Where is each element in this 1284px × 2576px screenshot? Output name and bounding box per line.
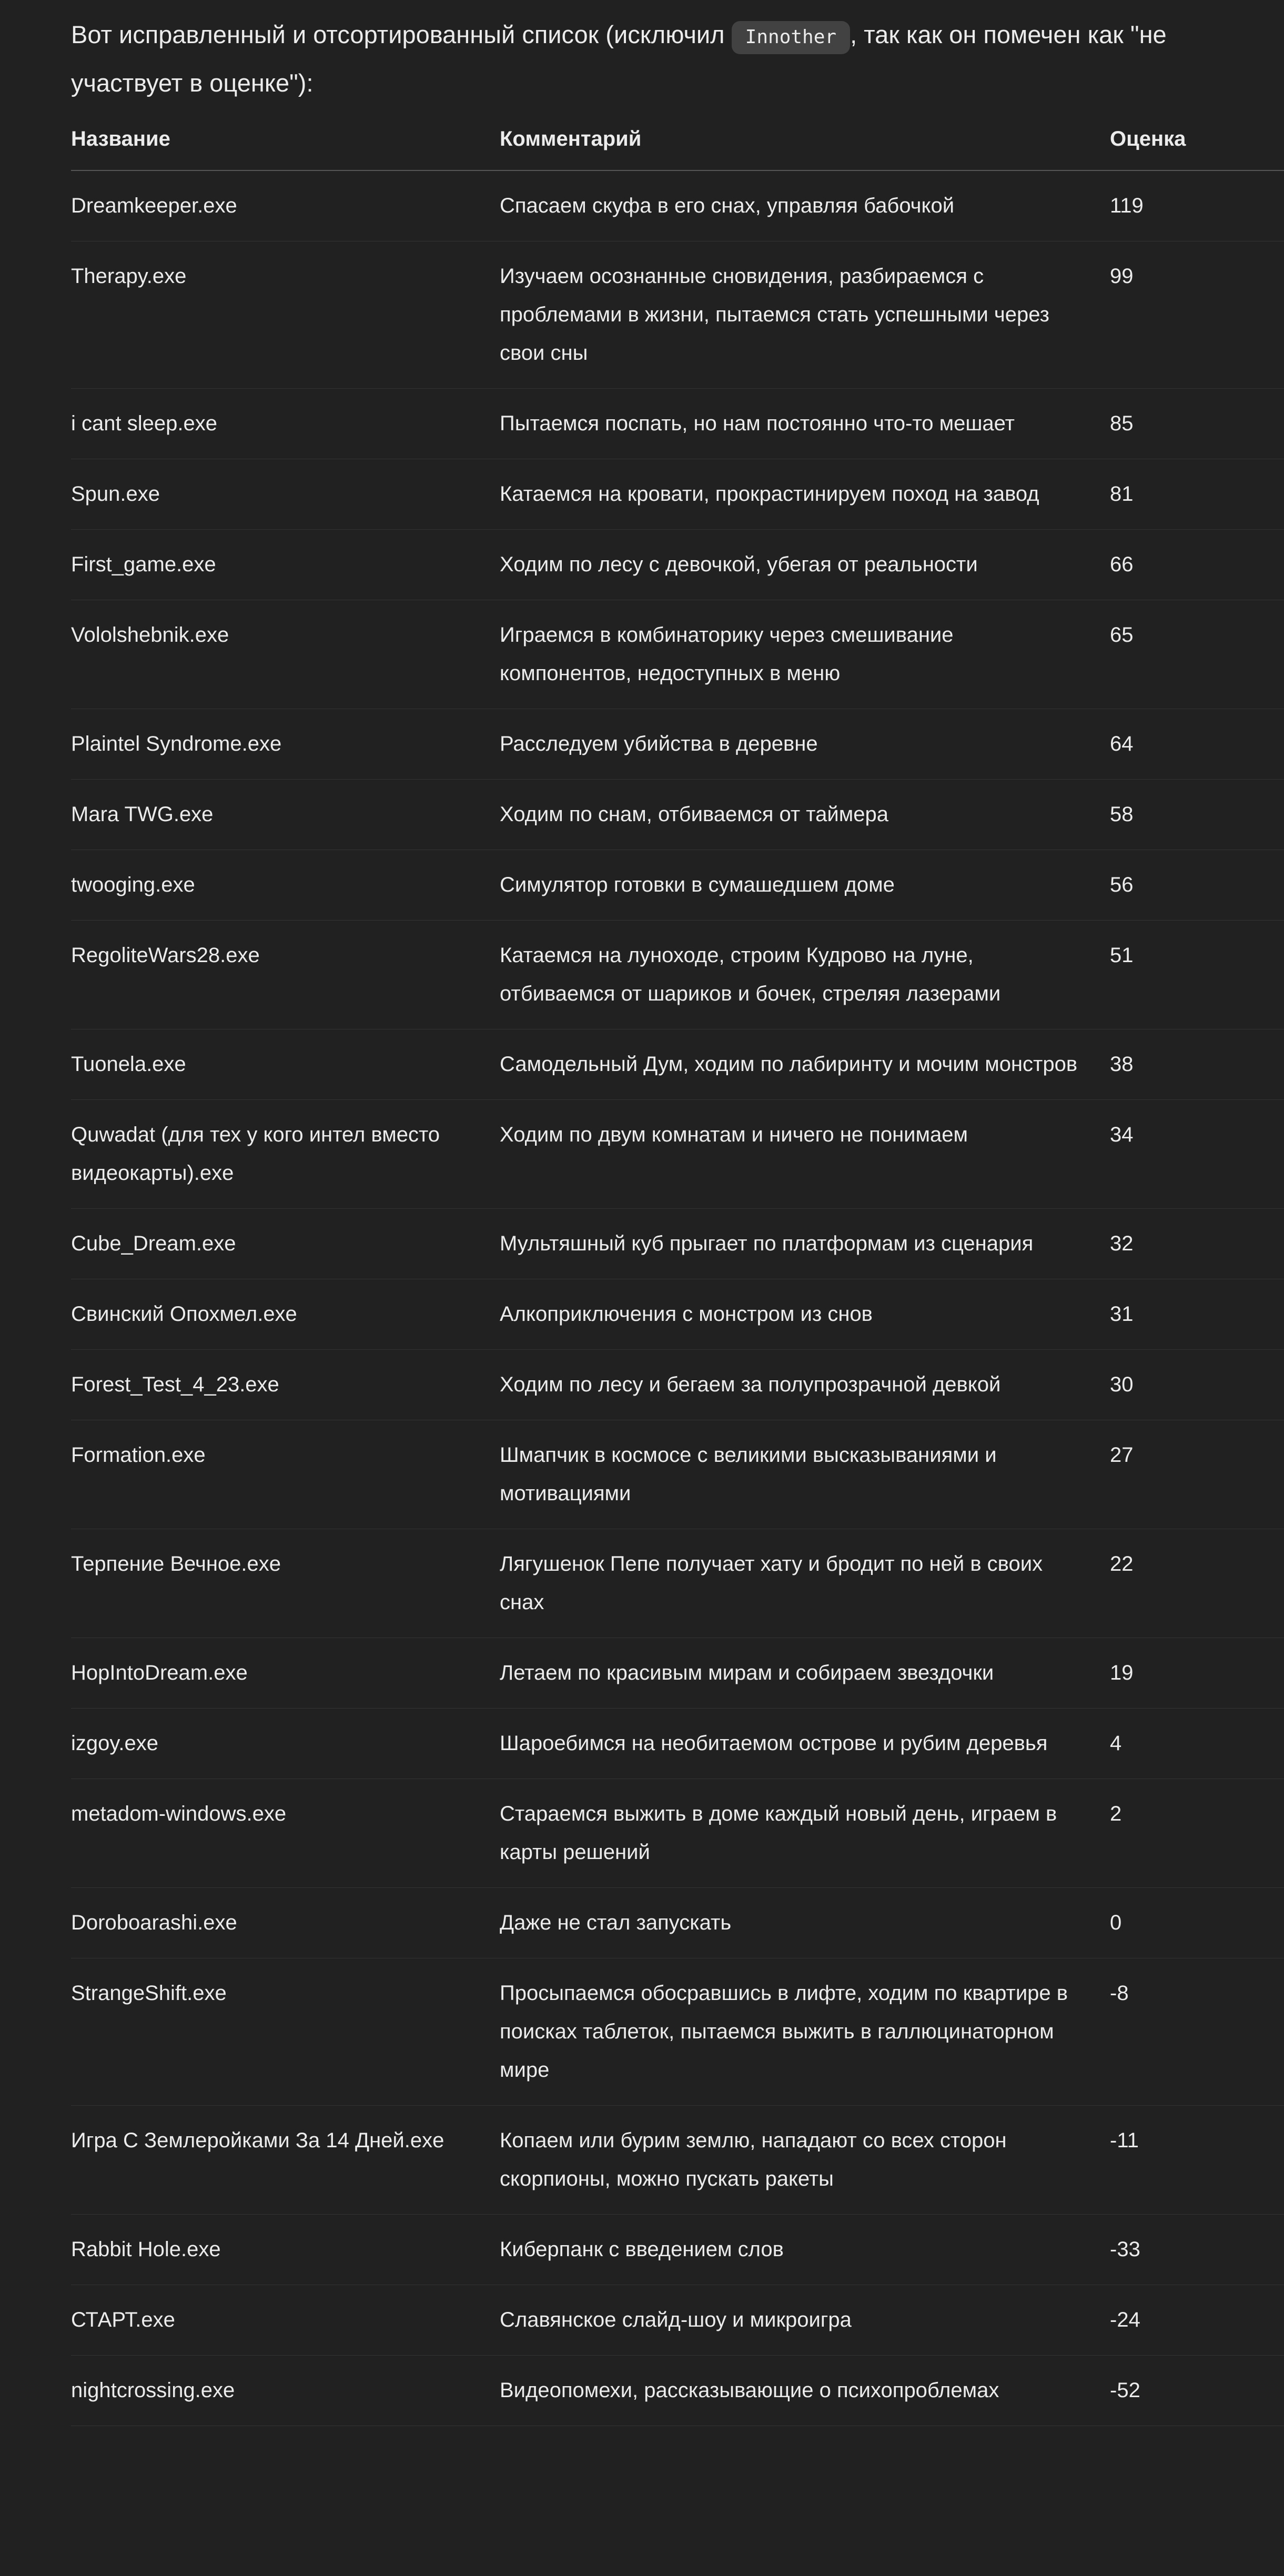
cell-score: 99 — [1110, 241, 1284, 389]
cell-comment: Копаем или бурим землю, нападают со всех сторон скорпионы, можно пускать ракеты — [500, 2106, 1110, 2215]
column-header-score: Оценка — [1110, 112, 1284, 170]
cell-name: nightcrossing.exe — [71, 2356, 500, 2426]
cell-name: Терпение Вечное.exe — [71, 1529, 500, 1638]
cell-name: Quwadat (для тех у кого интел вместо видеокарты).exe — [71, 1100, 500, 1209]
table-row — [71, 1638, 1284, 1709]
cell-name: twooging.exe — [71, 850, 500, 921]
cell-score: -52 — [1110, 2356, 1284, 2426]
cell-name: Игра С Землеройками За 14 Дней.exe — [71, 2106, 500, 2215]
cell-name: Plaintel Syndrome.exe — [71, 709, 500, 780]
cell-comment: Шмапчик в космосе с великими высказываниями и мотивациями — [500, 1420, 1110, 1529]
table-row — [71, 530, 1284, 600]
cell-name: Therapy.exe — [71, 241, 500, 389]
cell-score: -33 — [1110, 2215, 1284, 2285]
cell-name: Spun.exe — [71, 459, 500, 530]
intro-text-after: , так как он помечен как "не участвует в оценке"): — [71, 21, 1167, 97]
cell-name: Formation.exe — [71, 1420, 500, 1529]
cell-score: 38 — [1110, 1029, 1284, 1100]
cell-score: 51 — [1110, 921, 1284, 1029]
table-row — [71, 1779, 1284, 1888]
cell-name: Tuonela.exe — [71, 1029, 500, 1100]
cell-comment: Пытаемся поспать, но нам постоянно что-то мешает — [500, 389, 1110, 459]
cell-name: HopIntoDream.exe — [71, 1638, 500, 1709]
table-header-row — [71, 112, 1284, 170]
table-row — [71, 170, 1284, 241]
cell-comment: Катаемся на кровати, прокрастинируем поход на завод — [500, 459, 1110, 530]
table-row — [71, 389, 1284, 459]
table-row — [71, 1420, 1284, 1529]
cell-name: СТАРТ.exe — [71, 2285, 500, 2356]
cell-comment: Расследуем убийства в деревне — [500, 709, 1110, 780]
cell-comment: Изучаем осознанные сновидения, разбираемся с проблемами в жизни, пытаемся стать успешными через свои сны — [500, 241, 1110, 389]
column-header-name: Название — [71, 112, 500, 170]
cell-name: RegoliteWars28.exe — [71, 921, 500, 1029]
cell-name: Свинский Опохмел.exe — [71, 1279, 500, 1350]
cell-score: 81 — [1110, 459, 1284, 530]
table-row — [71, 2285, 1284, 2356]
cell-score: 119 — [1110, 170, 1284, 241]
cell-score: -24 — [1110, 2285, 1284, 2356]
cell-comment: Просыпаемся обосравшись в лифте, ходим по квартире в поисках таблеток, пытаемся выжить в галлюцинаторном мире — [500, 1958, 1110, 2106]
cell-score: 4 — [1110, 1709, 1284, 1779]
column-header-comment: Комментарий — [500, 112, 1110, 170]
cell-comment: Ходим по лесу с девочкой, убегая от реальности — [500, 530, 1110, 600]
cell-comment: Видеопомехи, рассказывающие о психопроблемах — [500, 2356, 1110, 2426]
cell-comment: Ходим по снам, отбиваемся от таймера — [500, 780, 1110, 850]
inline-code-chip: Innother — [732, 21, 850, 54]
table-row — [71, 1279, 1284, 1350]
table-row — [71, 1029, 1284, 1100]
cell-name: Doroboarashi.exe — [71, 1888, 500, 1958]
cell-score: 22 — [1110, 1529, 1284, 1638]
table-row — [71, 1709, 1284, 1779]
cell-score: -11 — [1110, 2106, 1284, 2215]
table-row — [71, 850, 1284, 921]
cell-name: Cube_Dream.exe — [71, 1209, 500, 1279]
cell-score: 56 — [1110, 850, 1284, 921]
table-row — [71, 1958, 1284, 2106]
cell-score: 66 — [1110, 530, 1284, 600]
table-row — [71, 1100, 1284, 1209]
cell-comment: Киберпанк с введением слов — [500, 2215, 1110, 2285]
cell-comment: Мультяшный куб прыгает по платформам из сценария — [500, 1209, 1110, 1279]
cell-score: 30 — [1110, 1350, 1284, 1420]
cell-name: metadom-windows.exe — [71, 1779, 500, 1888]
table-row — [71, 921, 1284, 1029]
cell-name: First_game.exe — [71, 530, 500, 600]
cell-comment: Даже не стал запускать — [500, 1888, 1110, 1958]
table-header — [71, 112, 1284, 170]
table-row — [71, 600, 1284, 709]
cell-comment: Ходим по двум комнатам и ничего не понимаем — [500, 1100, 1110, 1209]
cell-score: 65 — [1110, 600, 1284, 709]
table-row — [71, 1209, 1284, 1279]
cell-score: 0 — [1110, 1888, 1284, 1958]
intro-text-before: Вот исправленный и отсортированный список (исключил — [71, 21, 732, 48]
cell-score: 2 — [1110, 1779, 1284, 1888]
table-row — [71, 2215, 1284, 2285]
table-row — [71, 241, 1284, 389]
intro-paragraph — [71, 11, 1265, 107]
cell-name: Rabbit Hole.exe — [71, 2215, 500, 2285]
cell-comment: Катаемся на луноходе, строим Кудрово на луне, отбиваемся от шариков и бочек, стреляя лазерами — [500, 921, 1110, 1029]
cell-score: 34 — [1110, 1100, 1284, 1209]
table-row — [71, 2106, 1284, 2215]
table-row — [71, 2356, 1284, 2426]
cell-comment: Славянское слайд-шоу и микроигра — [500, 2285, 1110, 2356]
cell-score: -8 — [1110, 1958, 1284, 2106]
cell-score: 58 — [1110, 780, 1284, 850]
cell-comment: Ходим по лесу и бегаем за полупрозрачной девкой — [500, 1350, 1110, 1420]
cell-name: Forest_Test_4_23.exe — [71, 1350, 500, 1420]
cell-score: 19 — [1110, 1638, 1284, 1709]
cell-score: 27 — [1110, 1420, 1284, 1529]
table-row — [71, 1529, 1284, 1638]
table-row — [71, 1350, 1284, 1420]
cell-comment: Спасаем скуфа в его снах, управляя бабочкой — [500, 170, 1110, 241]
cell-score: 31 — [1110, 1279, 1284, 1350]
cell-name: Vololshebnik.exe — [71, 600, 500, 709]
cell-score: 32 — [1110, 1209, 1284, 1279]
table-row — [71, 709, 1284, 780]
cell-score: 64 — [1110, 709, 1284, 780]
cell-name: StrangeShift.exe — [71, 1958, 500, 2106]
cell-score: 85 — [1110, 389, 1284, 459]
cell-comment: Играемся в комбинаторику через смешивание компонентов, недоступных в меню — [500, 600, 1110, 709]
cell-comment: Алкоприключения с монстром из снов — [500, 1279, 1110, 1350]
table-row — [71, 1888, 1284, 1958]
cell-comment: Симулятор готовки в сумашедшем доме — [500, 850, 1110, 921]
cell-comment: Стараемся выжить в доме каждый новый день, играем в карты решений — [500, 1779, 1110, 1888]
cell-comment: Шароебимся на необитаемом острове и рубим деревья — [500, 1709, 1110, 1779]
cell-name: izgoy.exe — [71, 1709, 500, 1779]
cell-comment: Лягушенок Пепе получает хату и бродит по ней в своих снах — [500, 1529, 1110, 1638]
table-row — [71, 780, 1284, 850]
cell-name: Dreamkeeper.exe — [71, 170, 500, 241]
table-body — [71, 170, 1284, 2426]
cell-comment: Самодельный Дум, ходим по лабиринту и мочим монстров — [500, 1029, 1110, 1100]
table-row — [71, 459, 1284, 530]
cell-name: i cant sleep.exe — [71, 389, 500, 459]
cell-name: Mara TWG.exe — [71, 780, 500, 850]
scores-table — [71, 112, 1284, 2426]
cell-comment: Летаем по красивым мирам и собираем звездочки — [500, 1638, 1110, 1709]
